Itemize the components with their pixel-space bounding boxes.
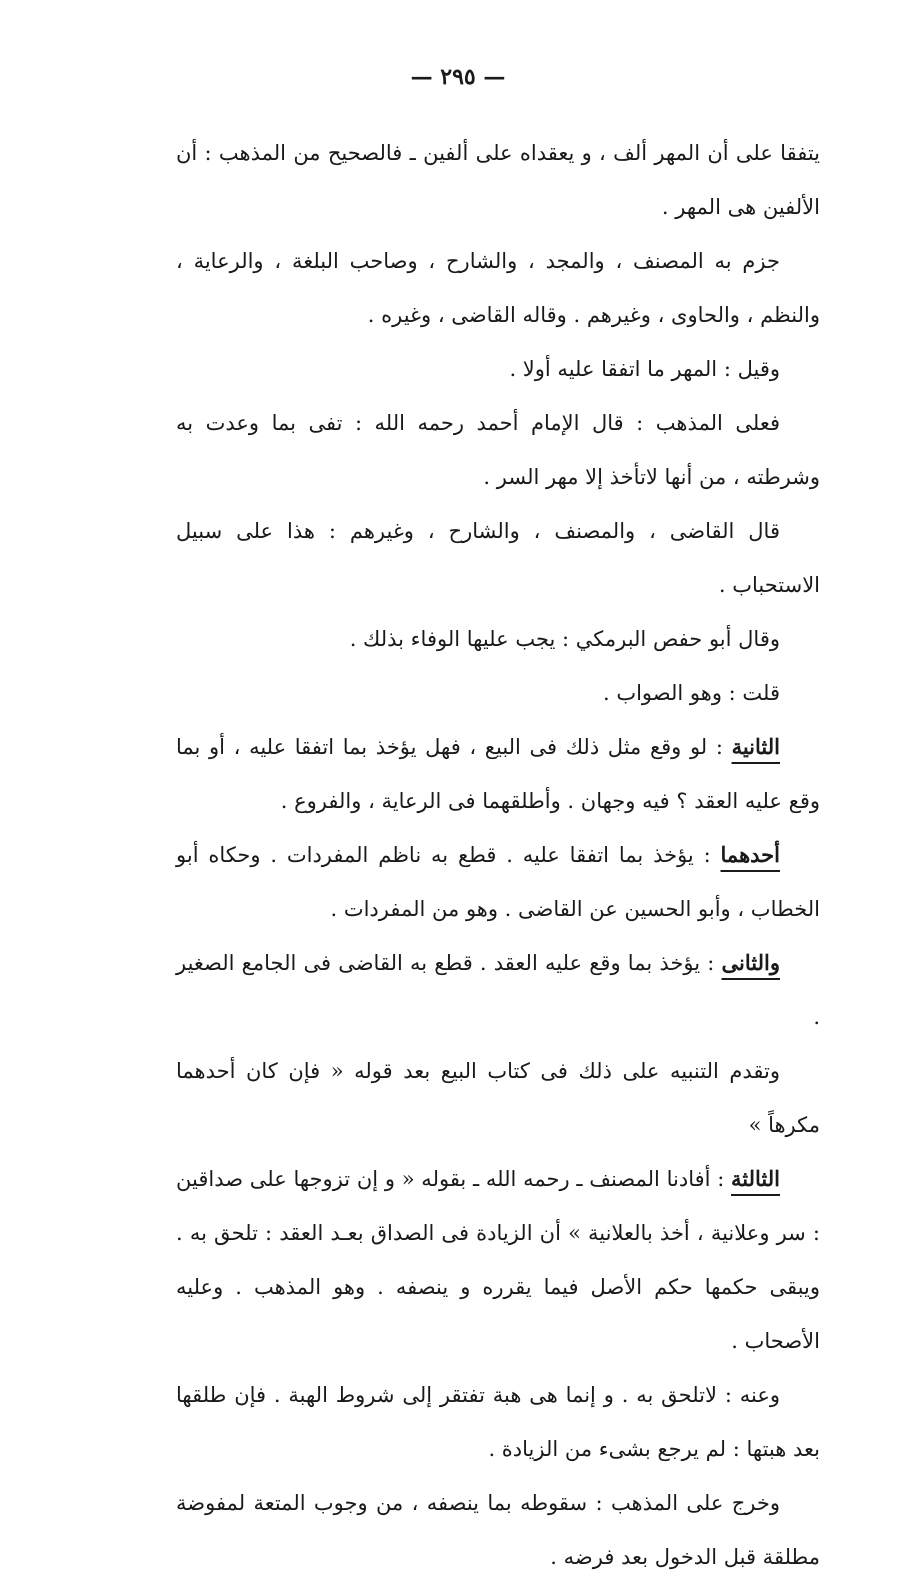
paragraph [176,828,820,936]
paragraph-text: يتفقا على أن المهر ألف ، و يعقداه على ألفين ـ فالصحيح من المذهب : أن الألفين هى المهر . [176,141,820,219]
paragraph-text: فعلى المذهب : قال الإمام أحمد رحمه الله : تفى بما وعدت به وشرطته ، من أنها لاتأخذ إلا مهر السر . [176,411,820,489]
page-number: — ٢٩٥ — [410,64,506,90]
paragraph [176,1476,820,1584]
paragraph [176,234,820,342]
paragraph-lead-word: أحدهما [720,842,780,867]
paragraph-text: : يؤخذ بما وقع عليه العقد . قطع به القاضى فى الجامع الصغير . [176,951,820,1029]
paragraph [176,720,820,828]
paragraph-text: قلت : وهو الصواب . [602,681,780,705]
paragraph-text: وخرج على المذهب : سقوطه بما ينصفه ، من وجوب المتعة لمفوضة مطلقة قبل الدخول بعد فرضه . [176,1491,820,1569]
paragraph-text: وعنه : لاتلحق به . و إنما هى هبة تفتقر إلى شروط الهبة . فإن طلقها بعد هبتها : لم يرجع بشىء من الزيادة . [176,1383,820,1461]
paragraph-text: : أفادنا المصنف ـ رحمه الله ـ بقوله « و إن تزوجها على صداقين : سر وعلانية ، أخذ بالعلانية » أن الزيادة فى الصداق بعـد العقد : تلحق به . ويبقى حكمها حكم الأصل فيما يقرره و ينصفه . وهو المذهب . وعليه الأصحاب . [176,1167,820,1353]
paragraph [176,612,820,666]
paragraph-lead-word: والثانى [721,950,780,975]
body-text [176,126,820,1584]
paragraph-text: وقال أبو حفص البرمكي : يجب عليها الوفاء بذلك . [349,627,780,651]
paragraph [176,1368,820,1476]
paragraph [176,936,820,1044]
paragraph [176,396,820,504]
paragraph [176,342,820,396]
paragraph-text: : لو وقع مثل ذلك فى البيع ، فهل يؤخذ بما اتفقا عليه ، أو بما وقع عليه العقد ؟ فيه وجهان . وأطلقهما فى الرعاية ، والفروع . [176,735,820,813]
paragraph [176,666,820,720]
paragraph-text: جزم به المصنف ، والمجد ، والشارح ، وصاحب البلغة ، والرعاية ، والنظم ، والحاوى ، وغيرهم . وقاله القاضى ، وغيره . [176,249,820,327]
paragraph-text: وقيل : المهر ما اتفقا عليه أولا . [509,357,780,381]
paragraph-lead-word: الثانية [731,734,780,759]
paragraph-text: قال القاضى ، والمصنف ، والشارح ، وغيرهم : هذا على سبيل الاستحباب . [176,519,820,597]
paragraph [176,1044,820,1152]
paragraph [176,126,820,234]
paragraph [176,1152,820,1368]
paragraph-lead-word: الثالثة [731,1166,780,1191]
paragraph [176,504,820,612]
paragraph-text: : يؤخذ بما اتفقا عليه . قطع به ناظم المفردات . وحكاه أبو الخطاب ، وأبو الحسين عن القاضى . وهو من المفردات . [176,843,820,921]
paragraph-text: وتقدم التنبيه على ذلك فى كتاب البيع بعد قوله « فإن كان أحدهما مكرهاً » [176,1059,820,1137]
